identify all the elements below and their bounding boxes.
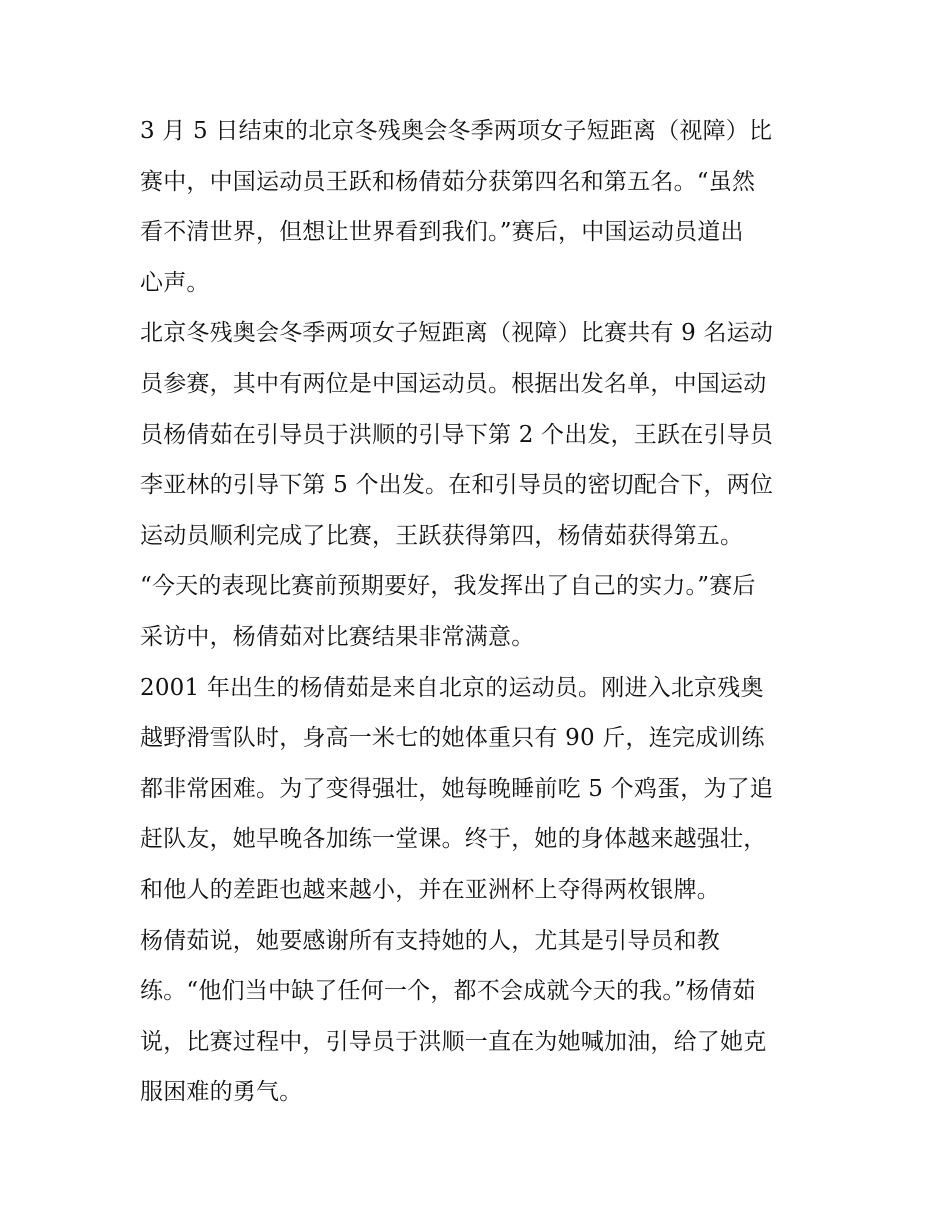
text-line: 和他人的差距也越来越小，并在亚洲杯上夺得两枚银牌。 bbox=[140, 876, 720, 903]
text-line: 赛中，中国运动员王跃和杨倩茹分获第四名和第五名。“虽然 bbox=[140, 168, 756, 195]
text-line: 赶队友，她早晚各加练一堂课。终于，她的身体越来越强壮， bbox=[140, 826, 767, 853]
text-line: 3 月 5 日结束的北京冬残奥会冬季两项女子短距离（视障）比 bbox=[140, 118, 773, 144]
text-line: 都非常困难。为了变得强壮，她每晚睡前吃 5 个鸡蛋，为了追 bbox=[140, 775, 774, 802]
text-line: 服困难的勇气。 bbox=[140, 1079, 303, 1106]
text-line: 越野滑雪队时，身高一米七的她体重只有 90 斤，连完成训练 bbox=[140, 725, 765, 752]
text-line: “今天的表现比赛前预期要好，我发挥出了自己的实力。”赛后 bbox=[140, 573, 756, 600]
text-line: 员参赛，其中有两位是中国运动员。根据出发名单，中国运动 bbox=[140, 370, 767, 397]
text-line: 北京冬残奥会冬季两项女子短距离（视障）比赛共有 9 名运动 bbox=[140, 320, 774, 347]
text-line: 2001 年出生的杨倩茹是来自北京的运动员。刚进入北京残奥 bbox=[140, 674, 764, 701]
text-line: 说，比赛过程中，引导员于洪顺一直在为她喊加油，给了她克 bbox=[140, 1028, 767, 1055]
text-line: 运动员顺利完成了比赛，王跃获得第四，杨倩茹获得第五。 bbox=[140, 522, 744, 549]
text-line: 采访中，杨倩茹对比赛结果非常满意。 bbox=[140, 623, 535, 650]
article-body bbox=[140, 106, 812, 1118]
text-line: 心声。 bbox=[140, 269, 210, 296]
text-line: 员杨倩茹在引导员于洪顺的引导下第 2 个出发，王跃在引导员 bbox=[140, 421, 774, 448]
text-line: 杨倩茹说，她要感谢所有支持她的人，尤其是引导员和教 bbox=[140, 927, 720, 954]
text-line: 练。“他们当中缺了任何一个，都不会成就今天的我。”杨倩茹 bbox=[140, 978, 756, 1005]
text-line: 看不清世界，但想让世界看到我们。”赛后，中国运动员道出 bbox=[140, 219, 744, 246]
text-line: 李亚林的引导下第 5 个出发。在和引导员的密切配合下，两位 bbox=[140, 472, 774, 499]
